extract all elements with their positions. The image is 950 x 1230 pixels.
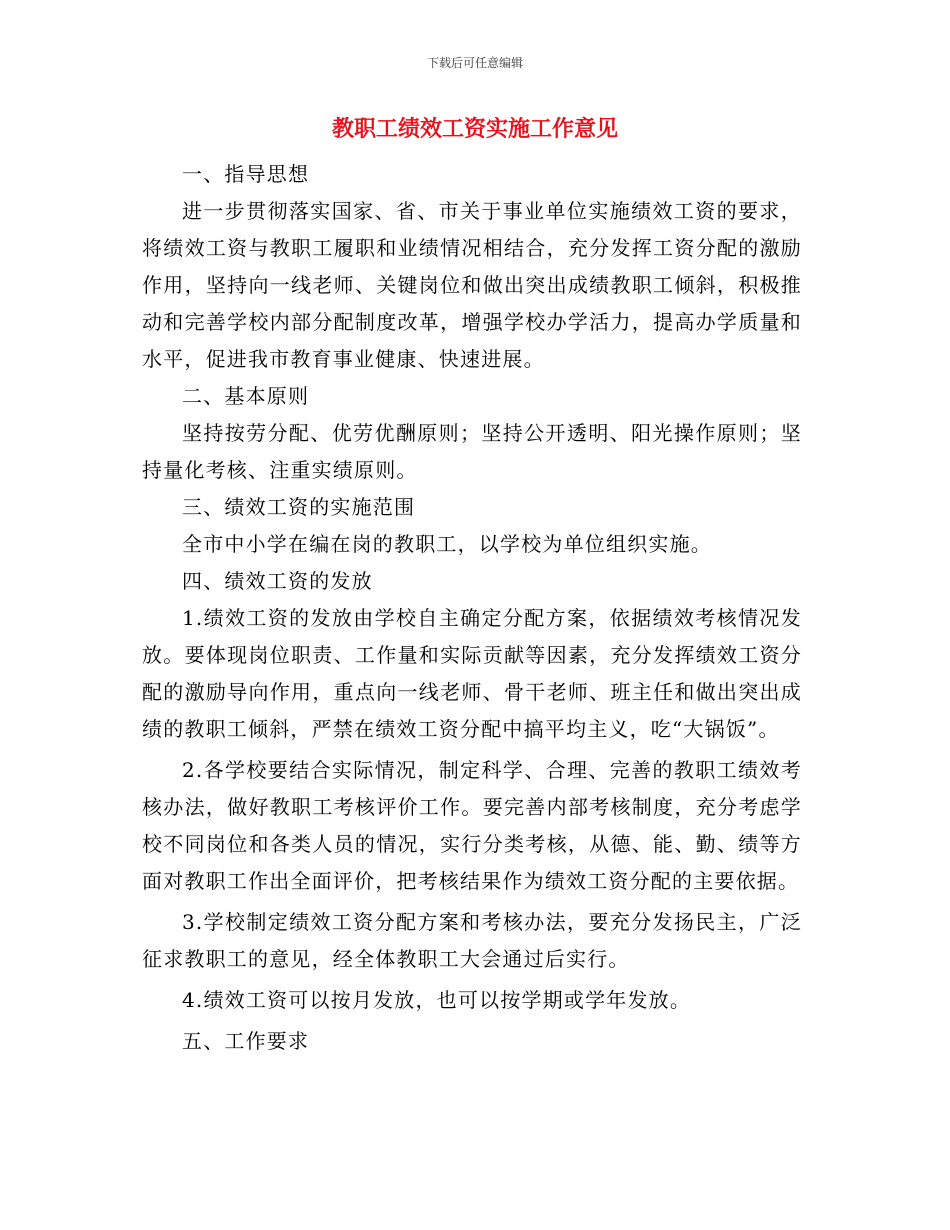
paragraph-basic-principles: 坚持按劳分配、优劳优酬原则；坚持公开透明、阳光操作原则；坚持量化考核、注重实绩原则。: [142, 421, 802, 482]
document-body: [142, 156, 802, 1060]
section-heading-work-requirements: 五、工作要求: [182, 1029, 310, 1053]
paragraph-distribution-item-3: 3.学校制定绩效工资分配方案和考核办法，要充分发扬民主，广泛征求教职工的意见，经全体教职工大会通过后实行。: [142, 910, 802, 971]
paragraph-distribution-item-4: 4.绩效工资可以按月发放，也可以按学期或学年发放。: [182, 988, 692, 1012]
section-heading-distribution: 四、绩效工资的发放: [182, 569, 373, 593]
section-heading-basic-principles: 二、基本原则: [182, 384, 310, 408]
paragraph-scope: 全市中小学在编在岗的教职工，以学校为单位组织实施。: [182, 532, 712, 556]
paragraph-guiding-ideology: 进一步贯彻落实国家、省、市关于事业单位实施绩效工资的要求，将绩效工资与教职工履职和业绩情况相结合，充分发挥工资分配的激励作用，坚持向一线老师、关键岗位和做出突出成绩教职工倾斜，积极推动和完善学校内部分配制度改革，增强学校办学活力，提高办学质量和水平，促进我市教育事业健康、快速进展。: [142, 199, 802, 371]
section-heading-guiding-ideology: 一、指导思想: [182, 162, 310, 186]
document-title: 教职工绩效工资实施工作意见: [331, 116, 618, 142]
section-heading-scope: 三、绩效工资的实施范围: [182, 495, 416, 519]
paragraph-distribution-item-2: 2.各学校要结合实际情况，制定科学、合理、完善的教职工绩效考核办法，做好教职工考核评价工作。要完善内部考核制度，充分考虑学校不同岗位和各类人员的情况，实行分类考核，从德、能、勤、绩等方面对教职工作出全面评价，把考核结果作为绩效工资分配的主要依据。: [142, 758, 802, 893]
header-note: 下载后可任意编辑: [426, 56, 523, 70]
paragraph-distribution-item-1: 1.绩效工资的发放由学校自主确定分配方案，依据绩效考核情况发放。要体现岗位职责、工作量和实际贡献等因素，充分发挥绩效工资分配的激励导向作用，重点向一线老师、骨干老师、班主任和做出突出成绩的教职工倾斜，严禁在绩效工资分配中搞平均主义，吃“大锅饭”。: [142, 606, 802, 741]
